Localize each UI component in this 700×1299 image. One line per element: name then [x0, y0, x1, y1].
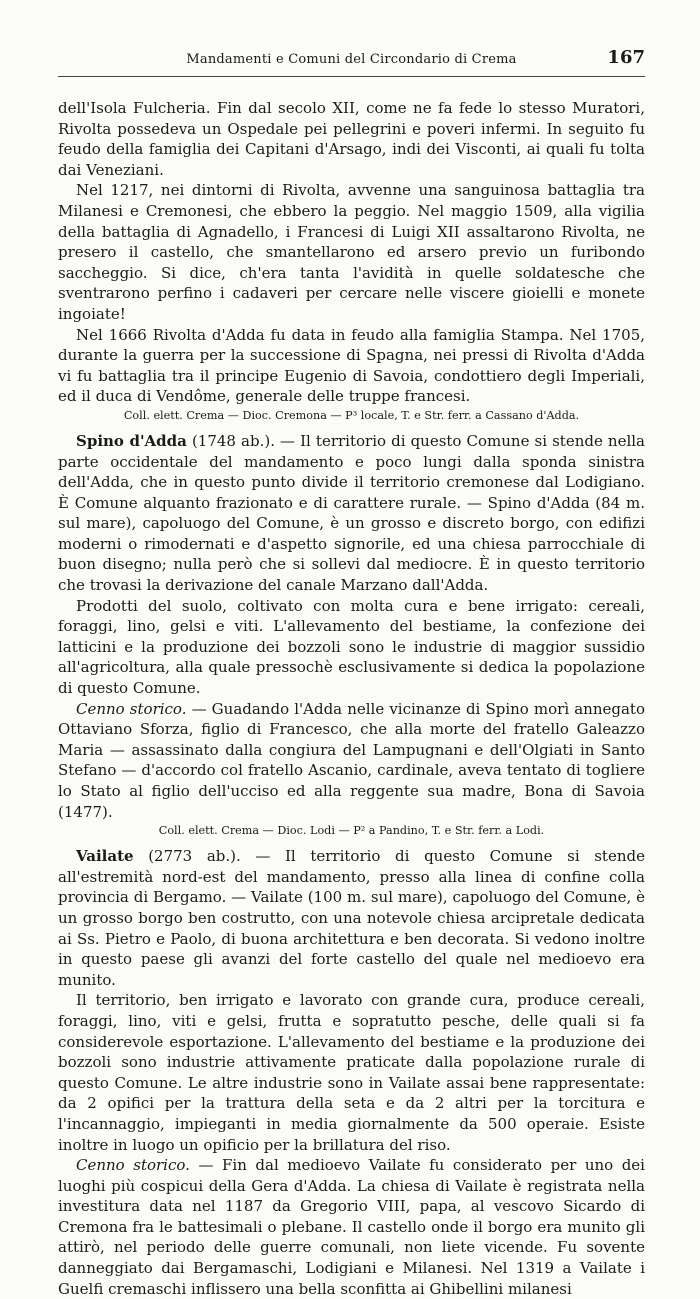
- vailate-cenno-label: Cenno storico.: [76, 1156, 190, 1175]
- spino-paragraph-3: [58, 699, 645, 823]
- vailate-paragraph-1: [58, 846, 645, 990]
- spino-intro-text: (1748 ab.). — Il territorio di questo Comune si stende nella parte occidentale del mandamento e poco lungi dalla sponda sinistra dell'Adda, che in questo punto divide il territorio cremonese dal Lodigiano. È Comune alquanto frazionato e di carattere rurale. — Spino d'Adda (84 m. sul mare), capoluogo del Comune, è un grosso e discreto borgo, con edifizi moderni o rimodernati e d'aspetto signorile, ed una chiesa parrocchiale di buon disegno; nulla però che si sollevi dal mediocre. È in questo territorio che trovasi la derivazione del canale Marzano dall'Adda.: [58, 431, 645, 595]
- spino-entry-title: Spino d'Adda: [76, 431, 187, 450]
- vailate-intro-text: (2773 ab.). — Il territorio di questo Comune si stende all'estremità nord-est del mandamento, presso alla linea di confine colla provincia di Bergamo. — Vailate (100 m. sul mare), capoluogo del Comune, è un grosso borgo ben costrutto, con una notevole chiesa arcipretale dedicata ai Ss. Pietro e Paolo, di buona architettura e ben decorata. Si vedono inoltre in questo paese gli avanzi del forte castello del quale nel medioevo era munito.: [58, 847, 645, 989]
- rivolta-paragraph-1: dell'Isola Fulcheria. Fin dal secolo XII, come ne fa fede lo stesso Muratori, Rivolta possedeva un Ospedale pei pellegrini e poveri infermi. In seguito fu feudo della famiglia dei Capitani d'Arsago, indi dei Visconti, ai quali fu tolta dai Veneziani.: [58, 99, 645, 179]
- spino-paragraph-2: Prodotti del suolo, coltivato con molta cura e bene irrigato: cereali, foraggi, lino, gelsi e viti. L'allevamento del bestiame, la confezione dei latticini e la produzione dei bozzoli sono le industrie di maggior sussidio all'agricoltura, alla quale pressochè esclusivamente si dedica la popolazione di questo Comune.: [58, 596, 645, 698]
- spino-footer-note: Coll. elett. Crema — Dioc. Lodi — P² a Pandino, T. e Str. ferr. a Lodi.: [158, 824, 545, 838]
- rivolta-footer-note: Coll. elett. Crema — Dioc. Cremona — P³ locale, T. e Str. ferr. a Cassano d'Adda.: [123, 408, 580, 422]
- vailate-entry-title: Vailate: [76, 847, 134, 866]
- header-rule: [58, 76, 645, 77]
- spino-cenno-label: Cenno storico.: [76, 699, 187, 718]
- rivolta-paragraph-3: Nel 1666 Rivolta d'Adda fu data in feudo alla famiglia Stampa. Nel 1705, durante la guerra per la successione di Spagna, nei pressi di Rivolta d'Adda vi fu battaglia tra il principe Eugenio di Savoia, condottiero degli Imperiali, ed il duca di Vendôme, generale delle truppe francesi.: [58, 325, 645, 406]
- page-body: [58, 98, 645, 1299]
- page-number: 167: [607, 47, 645, 68]
- running-title: Mandamenti e Comuni del Circondario di Crema: [186, 52, 517, 67]
- vailate-history-text: — Fin dal medioevo Vailate fu considerato per uno dei luoghi più cospicui della Gera d'Adda. La chiesa di Vailate è registrata nella investitura data nel 1187 da Gregorio VIII, papa, al vescovo Sicardo di Cremona fra le battesimali o plebane. Il castello onde il borgo era munito gli attirò, nel periodo delle guerre comunali, non liete vicende. Fu sovente danneggiato dai Bergamaschi, Lodigiani e Milanesi. Nel 1319 a Vailate i Guelfi cremaschi inflissero una bella sconfitta ai Ghibellini milanesi: [58, 1156, 645, 1298]
- vailate-paragraph-3: [58, 1155, 645, 1299]
- vailate-paragraph-2: Il territorio, ben irrigato e lavorato con grande cura, produce cereali, foraggi, lino, viti e gelsi, frutta e sopratutto pesche, delle quali si fa considerevole esportazione. L'allevamento del bestiame e la produzione dei bozzoli sono industrie attivamente praticate dalla popolazione rurale di questo Comune. Le altre industrie sono in Vailate assai bene rappresentate: da 2 opifici per la trattura della seta e da 2 altri per la torcitura e l'incannaggio, impieganti in media giornalmente da 500 operaie. Esiste inoltre in luogo un opificio per la brillatura del riso.: [58, 991, 645, 1154]
- rivolta-paragraph-2: Nel 1217, nei dintorni di Rivolta, avvenne una sanguinosa battaglia tra Milanesi e Cremonesi, che ebbero la peggio. Nel maggio 1509, alla vigilia della battaglia di Agnadello, i Francesi di Luigi XII assaltarono Rivolta, ne presero il castello, che smantellarono ed arsero previo un furibondo saccheggio. Si dice, ch'era tanta l'avidità in quelle soldatesche che sventrarono perfino i cadaveri per cercare nelle viscere gioielli e monete ingoiate!: [58, 181, 645, 323]
- page-header: [58, 0, 645, 70]
- spino-paragraph-1: [58, 431, 645, 596]
- spino-history-text: — Guadando l'Adda nelle vicinanze di Spino morì annegato Ottaviano Sforza, figlio di Francesco, che alla morte del fratello Galeazzo Maria — assassinato dalla congiura del Lampugnani e dell'Olgiati in Santo Stefano — d'accordo col fratello Ascanio, cardinale, aveva tentato di togliere lo Stato al figlio dell'ucciso ed alla reggente sua madre, Bona di Savoia (1477).: [58, 699, 645, 821]
